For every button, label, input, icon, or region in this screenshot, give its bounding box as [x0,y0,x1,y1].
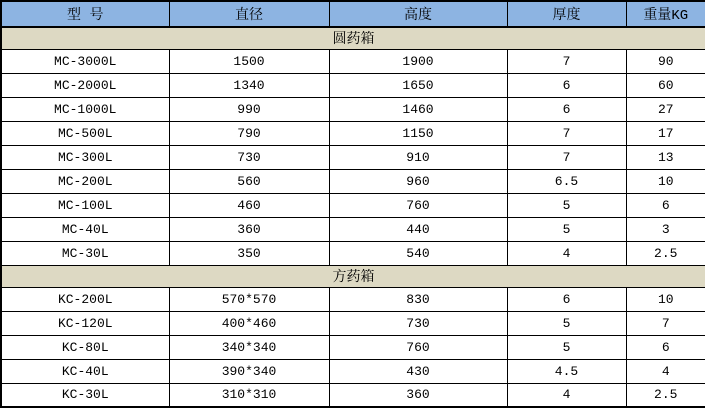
table-row [1,193,705,217]
header-cell-model: 型 号 [1,1,169,27]
table-cell: 27 [626,97,705,121]
table-cell: 790 [169,121,329,145]
table-header [1,1,705,27]
table-cell: 13 [626,145,705,169]
table-cell: MC-300L [1,145,169,169]
table-row [1,217,705,241]
table-cell: 2.5 [626,383,705,407]
table-cell: 17 [626,121,705,145]
table-cell: 6 [626,335,705,359]
table-cell: 4 [626,359,705,383]
header-cell-weight: 重量KG [626,1,705,27]
table-cell: 730 [169,145,329,169]
table-cell: KC-120L [1,311,169,335]
header-row [1,1,705,27]
table-cell: MC-40L [1,217,169,241]
table-row [1,73,705,97]
table-cell: 1460 [329,97,507,121]
table-cell: 90 [626,49,705,73]
table-cell: 2.5 [626,241,705,265]
table-cell: 1650 [329,73,507,97]
table-row [1,359,705,383]
table-cell: 570*570 [169,287,329,311]
table-cell: MC-2000L [1,73,169,97]
table-cell: 460 [169,193,329,217]
table-cell: 1900 [329,49,507,73]
table-row [1,383,705,407]
table-row [1,311,705,335]
table-row [1,121,705,145]
table-cell: MC-100L [1,193,169,217]
table-cell: 4.5 [507,359,626,383]
table-cell: 6.5 [507,169,626,193]
table-cell: 5 [507,217,626,241]
table-cell: 430 [329,359,507,383]
table-cell: 360 [329,383,507,407]
table-cell: 7 [507,49,626,73]
table-cell: KC-40L [1,359,169,383]
table-cell: KC-200L [1,287,169,311]
table-cell: 4 [507,383,626,407]
table-cell: 60 [626,73,705,97]
table-cell: 5 [507,311,626,335]
table-cell: MC-1000L [1,97,169,121]
table-cell: 400*460 [169,311,329,335]
header-cell-height: 高度 [329,1,507,27]
table-cell: KC-80L [1,335,169,359]
table-row [1,49,705,73]
table-cell: 1340 [169,73,329,97]
header-cell-thickness: 厚度 [507,1,626,27]
table-cell: 760 [329,193,507,217]
table-cell: MC-3000L [1,49,169,73]
table-cell: 1150 [329,121,507,145]
table-cell: MC-200L [1,169,169,193]
header-cell-diameter: 直径 [169,1,329,27]
table-cell: 390*340 [169,359,329,383]
table-row [1,169,705,193]
table-cell: 6 [507,287,626,311]
table-body [1,27,705,407]
table-cell: 4 [507,241,626,265]
table-cell: 10 [626,287,705,311]
section-row [1,27,705,49]
section-row [1,265,705,287]
table-cell: 910 [329,145,507,169]
table-cell: KC-30L [1,383,169,407]
table-row [1,97,705,121]
table-cell: 960 [329,169,507,193]
table-cell: 340*340 [169,335,329,359]
table-cell: 350 [169,241,329,265]
table-cell: 10 [626,169,705,193]
table-cell: 540 [329,241,507,265]
table-cell: 3 [626,217,705,241]
section-title: 圆药箱 [1,27,705,49]
table-cell: 5 [507,193,626,217]
table-cell: 7 [507,121,626,145]
table-cell: MC-30L [1,241,169,265]
table-row [1,287,705,311]
table-cell: 7 [507,145,626,169]
table-row [1,335,705,359]
table-cell: 990 [169,97,329,121]
table-row [1,145,705,169]
table-cell: 5 [507,335,626,359]
section-title: 方药箱 [1,265,705,287]
table-cell: 360 [169,217,329,241]
table-cell: 7 [626,311,705,335]
table-cell: 6 [507,97,626,121]
table-cell: 560 [169,169,329,193]
table-row [1,241,705,265]
table-cell: 1500 [169,49,329,73]
table-cell: 830 [329,287,507,311]
table-cell: MC-500L [1,121,169,145]
table-cell: 6 [626,193,705,217]
table-cell: 730 [329,311,507,335]
table-cell: 760 [329,335,507,359]
table-cell: 6 [507,73,626,97]
table-cell: 440 [329,217,507,241]
table-cell: 310*310 [169,383,329,407]
